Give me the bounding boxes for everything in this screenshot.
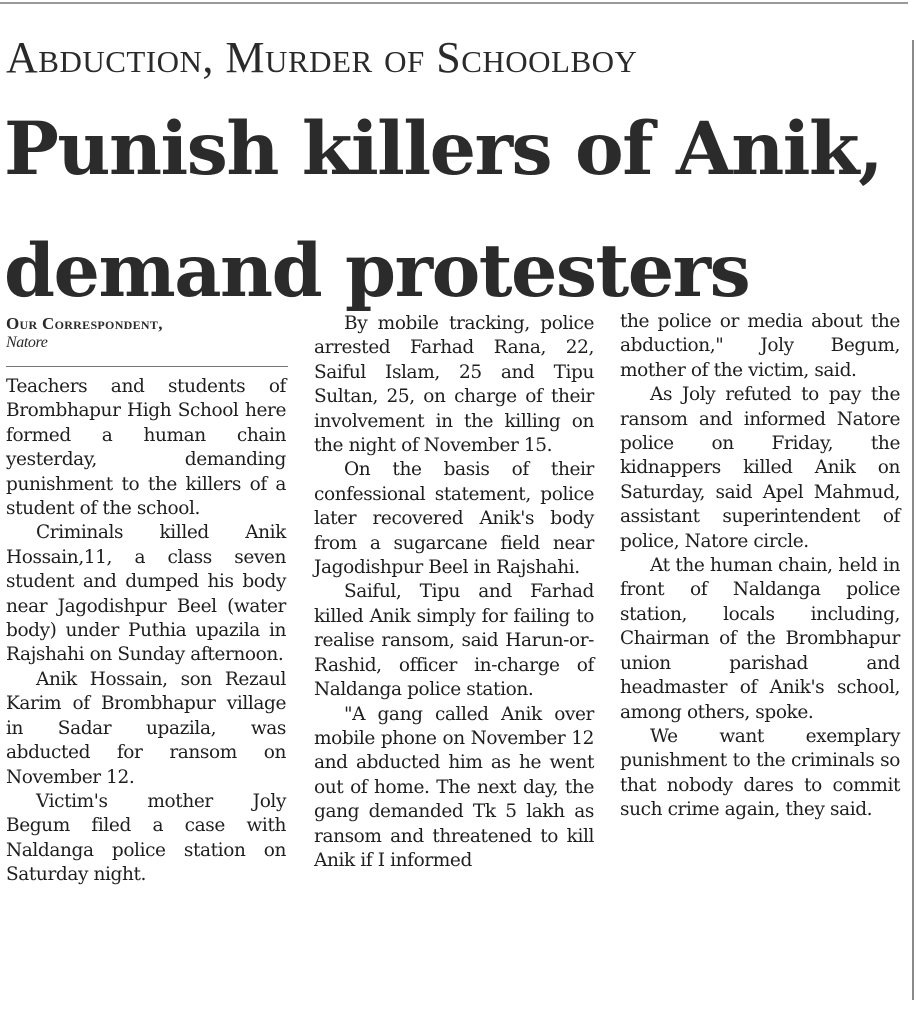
paragraph: Anik Hossain, son Rezaul Karim of Brombhapur village in Sadar upazila, was abducted for ransom on November 12. xyxy=(6,668,286,788)
article-column-3 xyxy=(620,310,900,823)
paragraph: We want exemplary punishment to the criminals so that nobody dares to commit such crime again, they said. xyxy=(620,725,900,821)
paragraph: Saiful, Tipu and Farhad killed Anik simply for failing to realise ransom, said Harun-or-Rashid, officer in-charge of Naldanga police station. xyxy=(314,581,594,701)
paragraph: At the human chain, held in front of Naldanga police station, locals including, Chairman of the Brombhapur union parishad and headmaster of Anik's school, among others, spoke. xyxy=(620,555,900,723)
paragraph: the police or media about the abduction," Joly Begum, mother of the victim, said. xyxy=(620,311,900,381)
article-column-2 xyxy=(314,312,594,873)
paragraph: On the basis of their confessional statement, police later recovered Anik's body from a sugarcane field near Jagodishpur Beel in Rajshahi. xyxy=(314,459,594,579)
top-rule xyxy=(0,2,908,4)
column-rule xyxy=(912,40,914,1000)
paragraph: "A gang called Anik over mobile phone on November 12 and abducted him as he went out of home. The next day, the gang demanded Tk 5 lakh as ransom and threatened to kill Anik if I informed xyxy=(314,703,594,871)
byline xyxy=(6,312,286,352)
paragraph: Teachers and students of Brombhapur High School here formed a human chain yesterday, demanding punishment to the killers of a student of the school. xyxy=(6,376,286,520)
article-kicker: Abduction, Murder of Schoolboy xyxy=(6,33,638,82)
byline-name: Our Correspondent, xyxy=(6,314,163,333)
paragraph: As Joly refuted to pay the ransom and informed Natore police on Friday, the kidnappers killed Anik on Saturday, said Apel Mahmud, assistant superintendent of police, Natore circle. xyxy=(620,384,900,552)
byline-place: Natore xyxy=(6,334,48,351)
article-headline: Punish killers of Anik, demand protesters xyxy=(4,106,882,314)
paragraph: Criminals killed Anik Hossain,11, a class seven student and dumped his body near Jagodishpur Beel (water body) under Puthia upazila in Rajshahi on Sunday afternoon. xyxy=(6,522,286,666)
paragraph: By mobile tracking, police arrested Farhad Rana, 22, Saiful Islam, 25 and Tipu Sultan, 25, on charge of their involvement in the killing on the night of November 15. xyxy=(314,313,594,457)
paragraph: Victim's mother Joly Begum filed a case with Naldanga police station on Saturday night. xyxy=(6,790,286,886)
byline-divider xyxy=(6,366,288,367)
article-column-1 xyxy=(6,312,286,888)
